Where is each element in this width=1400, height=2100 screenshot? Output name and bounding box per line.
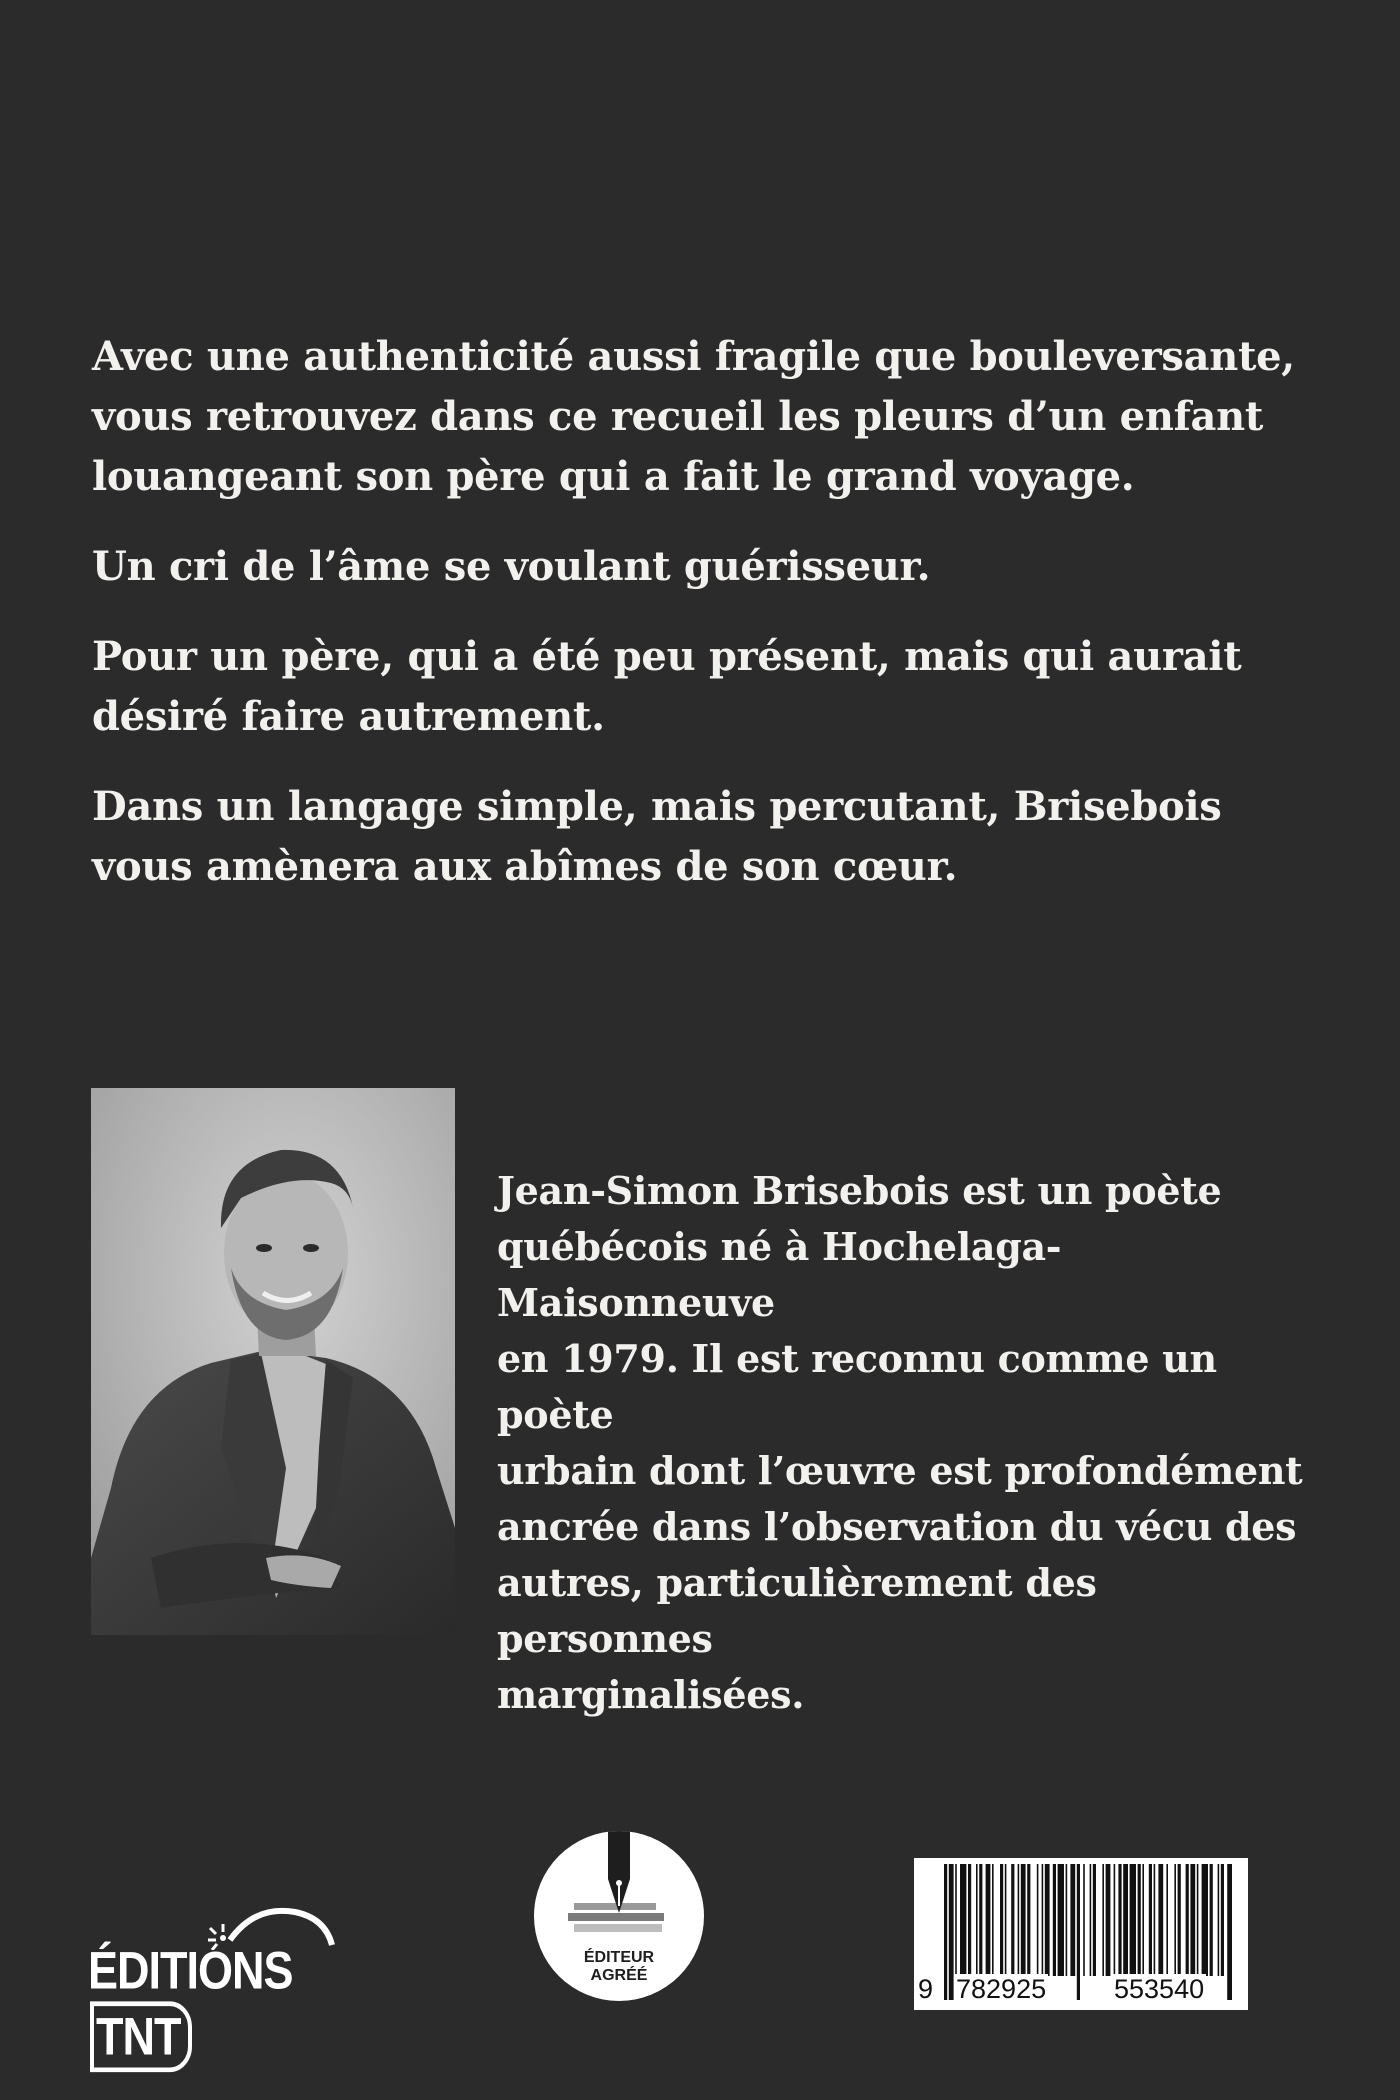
barcode-bar — [1106, 1864, 1111, 1976]
barcode-bar — [944, 1864, 947, 2000]
barcode-bar — [1149, 1864, 1152, 1976]
badge-line-2: AGRÉÉ — [590, 1967, 648, 1984]
author-photo — [91, 1088, 455, 1635]
publisher-name: ÉDITIONS — [88, 1940, 293, 2001]
barcode-bar — [1018, 1864, 1020, 1976]
barcode-bar — [976, 1864, 978, 1976]
barcode-bar — [1066, 1864, 1068, 1976]
barcode-bar — [1210, 1864, 1213, 1976]
barcode-bar — [1138, 1864, 1141, 1976]
barcode-bar — [1027, 1864, 1030, 1976]
barcode-digits-right: 553540 — [1114, 1974, 1205, 2004]
barcode-digits-left: 782925 — [956, 1974, 1047, 2004]
back-cover-blurb — [92, 327, 1332, 927]
barcode-bar — [1166, 1864, 1168, 1976]
barcode-bar — [1114, 1864, 1116, 1976]
barcode-bar — [1130, 1864, 1136, 1976]
barcode-bar — [1042, 1864, 1044, 1976]
author-bio: Jean-Simon Brisebois est un poète québécois né à Hochelaga-Maisonneuve en 1979. Il est reconnu comme un poète urbain dont l’œuvre est profondément ancrée dans l’observation du vécu des autres, particulièrement des personnes marginalisées. — [497, 1168, 1303, 1717]
barcode-bar — [1118, 1864, 1121, 1976]
barcode-bar — [1123, 1864, 1128, 1976]
barcode-bar — [1000, 1864, 1003, 1976]
barcode-bar — [1005, 1864, 1007, 1976]
barcode-bar — [1011, 1864, 1014, 1976]
barcode-bar — [955, 1864, 957, 1976]
barcode-bar — [1077, 1864, 1080, 2000]
barcode-bar — [1158, 1864, 1163, 1976]
barcode-bar — [1045, 1864, 1050, 1976]
barcode-bar — [1178, 1864, 1181, 1976]
barcode-bar — [1058, 1864, 1064, 1976]
barcode-bar — [968, 1864, 971, 1976]
publisher-logo — [80, 1890, 350, 2067]
barcode-bar — [960, 1864, 966, 1976]
barcode-bar — [986, 1864, 991, 1976]
blurb-paragraph: Dans un langage simple, mais percutant, Brisebois vous amènera aux abîmes de son cœur. — [92, 783, 1222, 890]
barcode-bar — [1037, 1864, 1039, 1976]
barcode-bar — [1190, 1864, 1195, 1976]
blurb-paragraph: Avec une authenticité aussi fragile que bouleversante, vous retrouvez dans ce recueil les pleurs d’un enfant louangeant son père qui a fait le grand voyage. — [92, 333, 1295, 500]
barcode-bar — [1083, 1864, 1085, 1976]
isbn-barcode — [914, 1858, 1248, 2010]
barcode-bar — [1053, 1864, 1056, 1976]
barcode-bar — [1221, 1864, 1224, 1976]
barcode-bar — [1218, 1864, 1220, 1976]
barcode-bar — [1174, 1864, 1176, 1976]
barcode-bar — [1102, 1864, 1104, 1976]
publisher-logo-text — [88, 1940, 350, 2072]
barcode-bar — [1202, 1864, 1208, 1976]
barcode-bar — [1154, 1864, 1156, 1976]
barcode-bar — [992, 1864, 994, 1976]
blurb-paragraph: Pour un père, qui a été peu présent, mais qui aurait désiré faire autrement. — [92, 633, 1242, 740]
tnt-mark: TNT — [90, 2001, 192, 2072]
barcode-first-digit: 9 — [918, 1974, 934, 2004]
barcode-bar — [1090, 1864, 1092, 1976]
barcode-bar — [979, 1864, 982, 1976]
barcode-bar — [1070, 1864, 1075, 1976]
badge-line-1: ÉDITEUR — [583, 1949, 655, 1966]
barcode-bar — [1021, 1864, 1026, 1976]
blurb-paragraph: Un cri de l’âme se voulant guérisseur. — [92, 543, 931, 590]
barcode-bar — [1142, 1864, 1144, 1976]
barcode-bar — [949, 1864, 954, 2000]
barcode-bar — [1093, 1864, 1096, 1976]
barcode-bar — [1227, 1864, 1232, 2000]
barcode-bar — [1186, 1864, 1189, 1976]
barcode-bar — [1197, 1864, 1199, 1976]
certified-publisher-badge — [534, 1831, 704, 2001]
